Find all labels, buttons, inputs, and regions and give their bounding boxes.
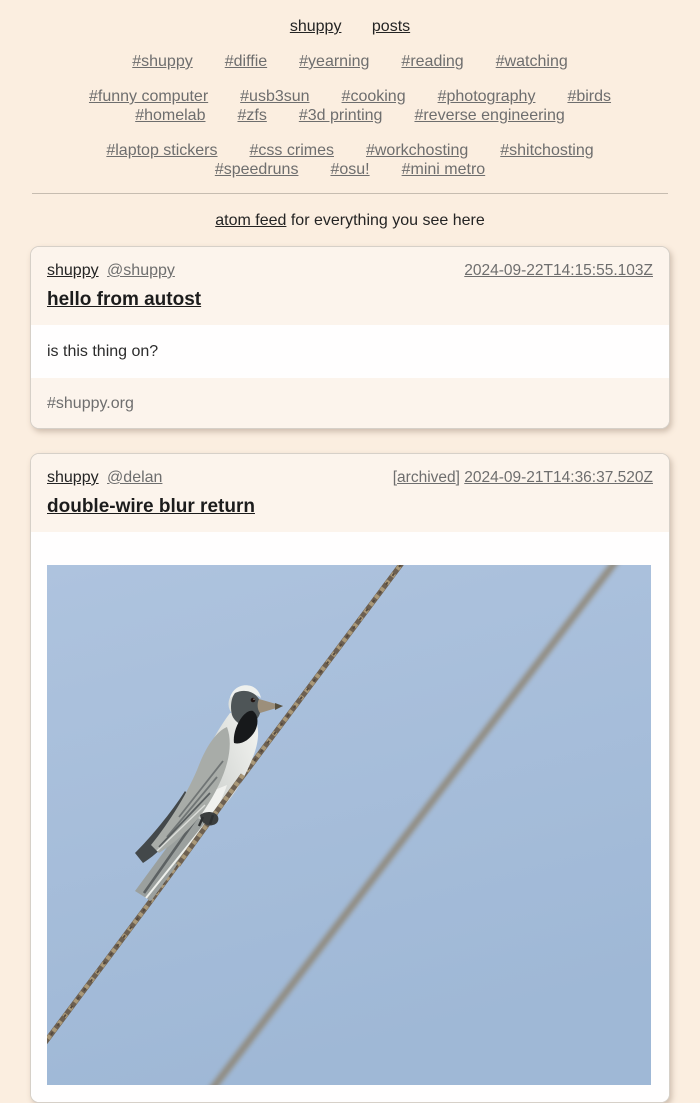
author-handle-link[interactable]: @shuppy bbox=[107, 262, 175, 279]
timestamp-link[interactable]: 2024-09-22T14:15:55.103Z bbox=[464, 262, 653, 279]
feed-line-text: for everything you see here bbox=[286, 212, 485, 229]
post-meta bbox=[464, 261, 653, 280]
post-footer bbox=[31, 378, 669, 428]
tag-link[interactable]: #zfs bbox=[237, 107, 267, 124]
tag-link[interactable]: #cooking bbox=[341, 88, 406, 105]
archived-bracket: [ bbox=[392, 469, 398, 486]
tag-link[interactable]: #diffie bbox=[224, 53, 268, 70]
tag-link[interactable]: #shitchosting bbox=[500, 142, 594, 159]
nav-site-link[interactable]: shuppy bbox=[289, 18, 342, 35]
tag-line bbox=[30, 87, 670, 106]
site-nav bbox=[0, 17, 700, 36]
archived-badge bbox=[393, 469, 460, 486]
tag-group bbox=[30, 141, 670, 179]
tag-cloud bbox=[30, 52, 670, 179]
author-handle-link[interactable]: @delan bbox=[107, 469, 163, 486]
post-footer-tags[interactable]: #shuppy.org bbox=[47, 395, 134, 412]
post-meta bbox=[393, 468, 653, 487]
tag-link[interactable]: #mini metro bbox=[401, 161, 486, 178]
post-body-text: is this thing on? bbox=[47, 343, 159, 360]
author-name-link[interactable]: shuppy bbox=[47, 262, 99, 279]
post-list bbox=[30, 246, 670, 1103]
tag-link[interactable]: #reverse engineering bbox=[414, 107, 565, 124]
post-body bbox=[31, 532, 669, 1102]
post-title-link[interactable]: hello from autost bbox=[47, 289, 202, 310]
tag-link[interactable]: #reading bbox=[401, 53, 464, 70]
tag-link[interactable]: #css crimes bbox=[249, 142, 334, 159]
post-author bbox=[47, 261, 175, 280]
atom-feed-link[interactable]: atom feed bbox=[215, 212, 287, 229]
post-author bbox=[47, 468, 162, 487]
tag-line bbox=[30, 52, 670, 71]
post-photo bbox=[47, 565, 653, 1085]
bird-eye-glint bbox=[253, 699, 254, 700]
tag-line bbox=[30, 160, 670, 179]
separator bbox=[32, 193, 668, 194]
tag-link[interactable]: #shuppy bbox=[132, 53, 193, 70]
timestamp-link[interactable]: 2024-09-21T14:36:37.520Z bbox=[464, 469, 653, 486]
tag-group bbox=[30, 87, 670, 125]
tag-link[interactable]: #yearning bbox=[299, 53, 370, 70]
post-card bbox=[30, 453, 670, 1103]
tag-group bbox=[30, 52, 670, 71]
archived-bracket: ] bbox=[455, 469, 460, 486]
bird-eye bbox=[251, 698, 256, 703]
post-header bbox=[31, 247, 669, 325]
post-header bbox=[31, 454, 669, 532]
post-title-link[interactable]: double-wire blur return bbox=[47, 496, 255, 517]
bird-photo bbox=[47, 565, 651, 1085]
post-body bbox=[31, 325, 669, 378]
tag-link[interactable]: #photography bbox=[437, 88, 536, 105]
post-card bbox=[30, 246, 670, 429]
tag-line bbox=[30, 141, 670, 160]
tag-link[interactable]: #workchosting bbox=[365, 142, 469, 159]
tag-link[interactable]: #watching bbox=[495, 53, 568, 70]
tag-link[interactable]: #birds bbox=[567, 88, 612, 105]
tag-link[interactable]: #speedruns bbox=[214, 161, 299, 178]
archived-link[interactable]: archived bbox=[397, 469, 456, 486]
tag-link[interactable]: #laptop stickers bbox=[106, 142, 218, 159]
tag-link[interactable]: #homelab bbox=[135, 107, 206, 124]
feed-line bbox=[0, 211, 700, 230]
photo-sky bbox=[47, 565, 651, 1085]
tag-line bbox=[30, 106, 670, 125]
tag-link[interactable]: #funny computer bbox=[88, 88, 209, 105]
tag-link[interactable]: #usb3sun bbox=[240, 88, 310, 105]
tag-link[interactable]: #3d printing bbox=[298, 107, 383, 124]
author-name-link[interactable]: shuppy bbox=[47, 469, 99, 486]
nav-posts-link[interactable]: posts bbox=[371, 18, 411, 35]
tag-link[interactable]: #osu! bbox=[330, 161, 370, 178]
